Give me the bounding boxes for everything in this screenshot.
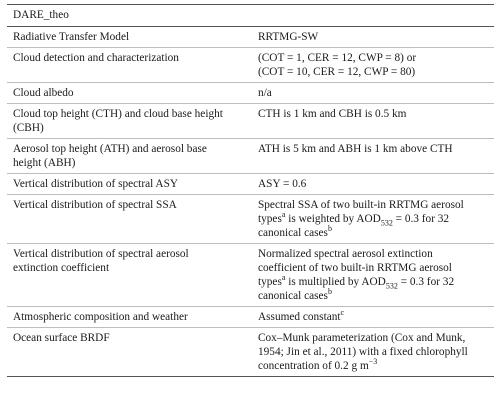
param-line: Vertical distribution of spectral aerosol bbox=[13, 248, 189, 260]
value-cell: ATH is 5 km and ABH is 1 km above CTH bbox=[258, 143, 453, 155]
value-cell: RRTMG-SW bbox=[258, 31, 319, 43]
table-row bbox=[7, 244, 494, 307]
footnote-mark: b bbox=[327, 224, 332, 234]
value-text: canonical cases bbox=[258, 227, 328, 239]
param-cell: Cloud albedo bbox=[13, 87, 74, 99]
exponent: −3 bbox=[368, 357, 378, 367]
value-line: (COT = 1, CER = 12, CWP = 8) or bbox=[258, 52, 417, 64]
value-text: is multiplied by AOD bbox=[285, 276, 386, 288]
value-text: is weighted by AOD bbox=[285, 213, 381, 225]
value-cell bbox=[252, 328, 494, 376]
value-line bbox=[258, 212, 488, 226]
footnote-mark: c bbox=[340, 308, 345, 318]
value-cell bbox=[252, 244, 494, 306]
table-row bbox=[7, 83, 494, 104]
value-line bbox=[258, 359, 488, 373]
param-line: (CBH) bbox=[13, 122, 44, 134]
value-line: Normalized spectral aerosol extinction bbox=[258, 248, 433, 260]
subscript: 532 bbox=[385, 281, 398, 291]
param-cell: Ocean surface BRDF bbox=[13, 332, 110, 344]
value-text: canonical cases bbox=[258, 290, 328, 302]
param-cell: Vertical distribution of spectral ASY bbox=[13, 178, 179, 190]
footnote-mark: b bbox=[327, 287, 332, 297]
value-line bbox=[258, 226, 488, 240]
value-cell bbox=[252, 307, 494, 327]
value-line bbox=[258, 289, 488, 303]
param-line: extinction coefficient bbox=[13, 262, 110, 274]
subscript: 532 bbox=[380, 218, 393, 228]
table-row bbox=[7, 104, 494, 139]
value-line: (COT = 10, CER = 12, CWP = 80) bbox=[258, 66, 416, 78]
value-text: types bbox=[258, 213, 282, 225]
value-cell: n/a bbox=[258, 87, 272, 99]
parameters-table bbox=[7, 4, 494, 377]
table-row bbox=[7, 195, 494, 244]
value-cell bbox=[252, 48, 494, 82]
table-row bbox=[7, 328, 494, 377]
table-row bbox=[7, 139, 494, 174]
table-row bbox=[7, 307, 494, 328]
param-line: Cloud top height (CTH) and cloud base height bbox=[13, 108, 223, 120]
param-cell: Atmospheric composition and weather bbox=[13, 311, 188, 323]
param-line: Aerosol top height (ATH) and aerosol base bbox=[13, 143, 207, 155]
table-row bbox=[7, 174, 494, 195]
value-cell bbox=[252, 195, 494, 243]
value-text: types bbox=[258, 276, 282, 288]
value-text: Assumed constant bbox=[258, 311, 341, 323]
table-row bbox=[7, 48, 494, 83]
value-cell: ASY = 0.6 bbox=[258, 178, 307, 190]
value-line: 1954; Jin et al., 2011) with a fixed chlorophyll bbox=[258, 346, 468, 358]
value-text: = 0.3 for 32 bbox=[397, 276, 455, 288]
value-line: coefficient of two built-in RRTMG aerosol bbox=[258, 262, 452, 274]
param-cell: Radiative Transfer Model bbox=[13, 31, 130, 43]
param-cell bbox=[7, 104, 252, 138]
value-text: concentration of 0.2 g m bbox=[258, 360, 369, 372]
footnote-mark: a bbox=[281, 210, 286, 220]
param-cell bbox=[7, 139, 252, 173]
param-line: height (ABH) bbox=[13, 157, 76, 169]
param-cell: Cloud detection and characterization bbox=[13, 52, 179, 64]
value-line: Cox–Munk parameterization (Cox and Munk, bbox=[258, 332, 466, 344]
footnote-mark: a bbox=[281, 273, 286, 283]
value-text: = 0.3 for 32 bbox=[392, 213, 450, 225]
table-title: DARE_theo bbox=[7, 5, 494, 27]
param-cell: Vertical distribution of spectral SSA bbox=[13, 199, 177, 211]
value-cell: CTH is 1 km and CBH is 0.5 km bbox=[258, 108, 407, 120]
table-row bbox=[7, 27, 494, 48]
value-line bbox=[258, 275, 488, 289]
value-line: Spectral SSA of two built-in RRTMG aerosol bbox=[258, 199, 464, 211]
param-cell bbox=[7, 244, 252, 306]
